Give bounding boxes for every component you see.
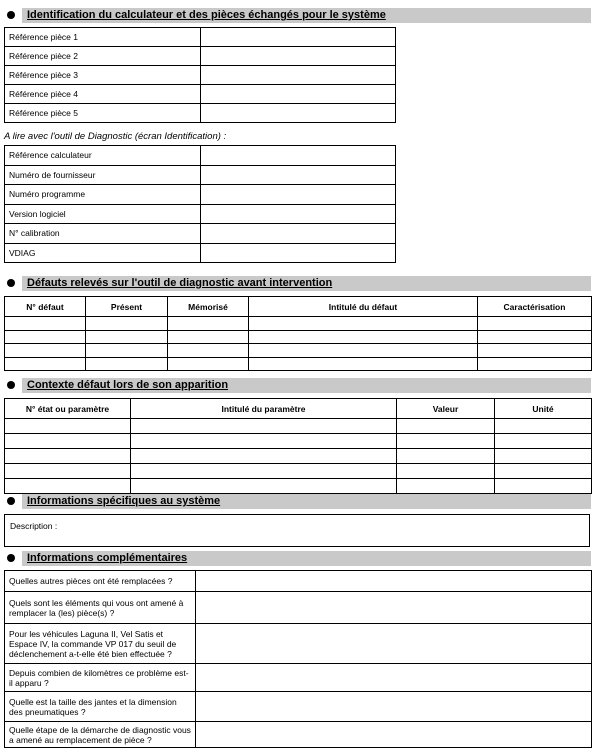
table-cell[interactable] (249, 357, 478, 371)
table-row (5, 357, 592, 371)
table-row (5, 434, 592, 449)
calc-label: Référence calculateur (5, 146, 201, 166)
table-row (5, 104, 396, 123)
bullet-icon (7, 11, 15, 19)
calc-value-cell[interactable] (201, 185, 396, 205)
section-identification (4, 8, 591, 23)
table-row (5, 664, 592, 692)
table-row (5, 624, 592, 664)
description-label: Description : (10, 521, 58, 531)
piece-value-cell[interactable] (201, 47, 396, 66)
answer-cell[interactable] (196, 624, 592, 664)
answer-cell[interactable] (196, 722, 592, 748)
table-row (5, 317, 592, 331)
calculateur-table (4, 145, 396, 263)
table-cell[interactable] (397, 434, 495, 449)
table-cell[interactable] (131, 434, 397, 449)
column-header: Présent (86, 297, 168, 317)
table-cell[interactable] (478, 344, 592, 358)
table-cell[interactable] (5, 434, 131, 449)
calc-label: Version logiciel (5, 204, 201, 224)
table-cell[interactable] (397, 419, 495, 434)
table-row (5, 204, 396, 224)
table-row (5, 692, 592, 722)
calc-value-cell[interactable] (201, 204, 396, 224)
table-row (5, 47, 396, 66)
column-header: Intitulé du paramètre (131, 399, 397, 419)
table-header-row (5, 399, 592, 419)
calc-label: Numéro programme (5, 185, 201, 205)
table-row (5, 66, 396, 85)
table-cell[interactable] (397, 479, 495, 494)
section-title: Informations complémentaires (27, 552, 188, 564)
table-cell[interactable] (5, 419, 131, 434)
piece-label: Référence pièce 2 (5, 47, 201, 66)
table-cell[interactable] (397, 449, 495, 464)
piece-value-cell[interactable] (201, 85, 396, 104)
calc-label: N° calibration (5, 224, 201, 244)
table-cell[interactable] (86, 317, 168, 331)
section-informations (4, 494, 591, 509)
table-cell[interactable] (131, 419, 397, 434)
table-cell[interactable] (5, 357, 86, 371)
calc-value-cell[interactable] (201, 146, 396, 166)
question-label: Quelle est la taille des jantes et la dimension des pneumatiques ? (5, 692, 196, 722)
table-row (5, 28, 396, 47)
table-cell[interactable] (86, 357, 168, 371)
calc-value-cell[interactable] (201, 224, 396, 244)
table-cell[interactable] (495, 449, 592, 464)
table-cell[interactable] (5, 479, 131, 494)
table-cell[interactable] (5, 330, 86, 344)
section-title: Contexte défaut lors de son apparition (27, 379, 229, 391)
table-cell[interactable] (168, 330, 249, 344)
question-label: Quels sont les éléments qui vous ont amené à remplacer la (les) pièce(s) ? (5, 592, 196, 624)
calc-label: Numéro de fournisseur (5, 165, 201, 185)
table-cell[interactable] (168, 344, 249, 358)
table-cell[interactable] (5, 464, 131, 479)
column-header: Intitulé du défaut (249, 297, 478, 317)
calc-label: VDIAG (5, 243, 201, 263)
question-label: Quelles autres pièces ont été remplacées ? (5, 571, 196, 592)
questions-table (4, 570, 592, 748)
answer-cell[interactable] (196, 692, 592, 722)
table-row (5, 464, 592, 479)
section-contexte (4, 378, 591, 393)
table-cell[interactable] (131, 464, 397, 479)
table-row (5, 85, 396, 104)
table-cell[interactable] (168, 317, 249, 331)
description-field[interactable] (4, 514, 590, 547)
table-cell[interactable] (5, 449, 131, 464)
table-row (5, 224, 396, 244)
table-cell[interactable] (495, 419, 592, 434)
contexte-table (4, 398, 592, 494)
column-header: Caractérisation (478, 297, 592, 317)
piece-value-cell[interactable] (201, 104, 396, 123)
bullet-icon (7, 497, 15, 505)
question-label: Quelle étape de la démarche de diagnostic vous a amené au remplacement de pièce ? (5, 722, 196, 748)
table-cell[interactable] (131, 449, 397, 464)
table-cell[interactable] (86, 344, 168, 358)
column-header: Unité (495, 399, 592, 419)
table-row (5, 592, 592, 624)
calc-value-cell[interactable] (201, 243, 396, 263)
table-row (5, 722, 592, 748)
question-label: Depuis combien de kilomètres ce problème est-il apparu ? (5, 664, 196, 692)
calc-value-cell[interactable] (201, 165, 396, 185)
table-header-row (5, 297, 592, 317)
table-cell[interactable] (249, 330, 478, 344)
defauts-table (4, 296, 592, 371)
answer-cell[interactable] (196, 592, 592, 624)
column-header: Mémorisé (168, 297, 249, 317)
piece-value-cell[interactable] (201, 28, 396, 47)
table-row (5, 185, 396, 205)
table-cell[interactable] (397, 464, 495, 479)
pieces-table (4, 27, 396, 123)
section-defauts (4, 276, 591, 291)
table-cell[interactable] (249, 344, 478, 358)
column-header: N° défaut (5, 297, 86, 317)
column-header: Valeur (397, 399, 495, 419)
table-row (5, 243, 396, 263)
bullet-icon (7, 381, 15, 389)
piece-label: Référence pièce 4 (5, 85, 201, 104)
table-row (5, 449, 592, 464)
table-cell[interactable] (495, 464, 592, 479)
section-title: Identification du calculateur et des pièces échangés pour le système (27, 9, 386, 21)
table-cell[interactable] (478, 357, 592, 371)
bullet-icon (7, 554, 15, 562)
table-cell[interactable] (478, 330, 592, 344)
table-cell[interactable] (495, 434, 592, 449)
table-row (5, 146, 396, 166)
table-row (5, 165, 396, 185)
section-title: Informations spécifiques au système (27, 495, 221, 507)
table-row (5, 479, 592, 494)
section-complementaires (4, 551, 591, 566)
table-row (5, 571, 592, 592)
column-header: N° état ou paramètre (5, 399, 131, 419)
table-row (5, 330, 592, 344)
piece-label: Référence pièce 1 (5, 28, 201, 47)
table-cell[interactable] (131, 479, 397, 494)
piece-label: Référence pièce 3 (5, 66, 201, 85)
question-label: Pour les véhicules Laguna II, Vel Satis et Espace IV, la commande VP 017 du seuil de déclenchement a-t-elle été bien effectuée ? (5, 624, 196, 664)
bullet-icon (7, 279, 15, 287)
table-cell[interactable] (5, 317, 86, 331)
table-cell[interactable] (495, 479, 592, 494)
piece-label: Référence pièce 5 (5, 104, 201, 123)
table-row (5, 419, 592, 434)
table-cell[interactable] (249, 317, 478, 331)
answer-cell[interactable] (196, 571, 592, 592)
answer-cell[interactable] (196, 664, 592, 692)
table-cell[interactable] (5, 344, 86, 358)
section-title: Défauts relevés sur l'outil de diagnostic avant intervention (27, 277, 333, 289)
table-row (5, 344, 592, 358)
table-cell[interactable] (86, 330, 168, 344)
diag-note: A lire avec l'outil de Diagnostic (écran Identification) : (4, 131, 227, 142)
piece-value-cell[interactable] (201, 66, 396, 85)
table-cell[interactable] (478, 317, 592, 331)
table-cell[interactable] (168, 357, 249, 371)
